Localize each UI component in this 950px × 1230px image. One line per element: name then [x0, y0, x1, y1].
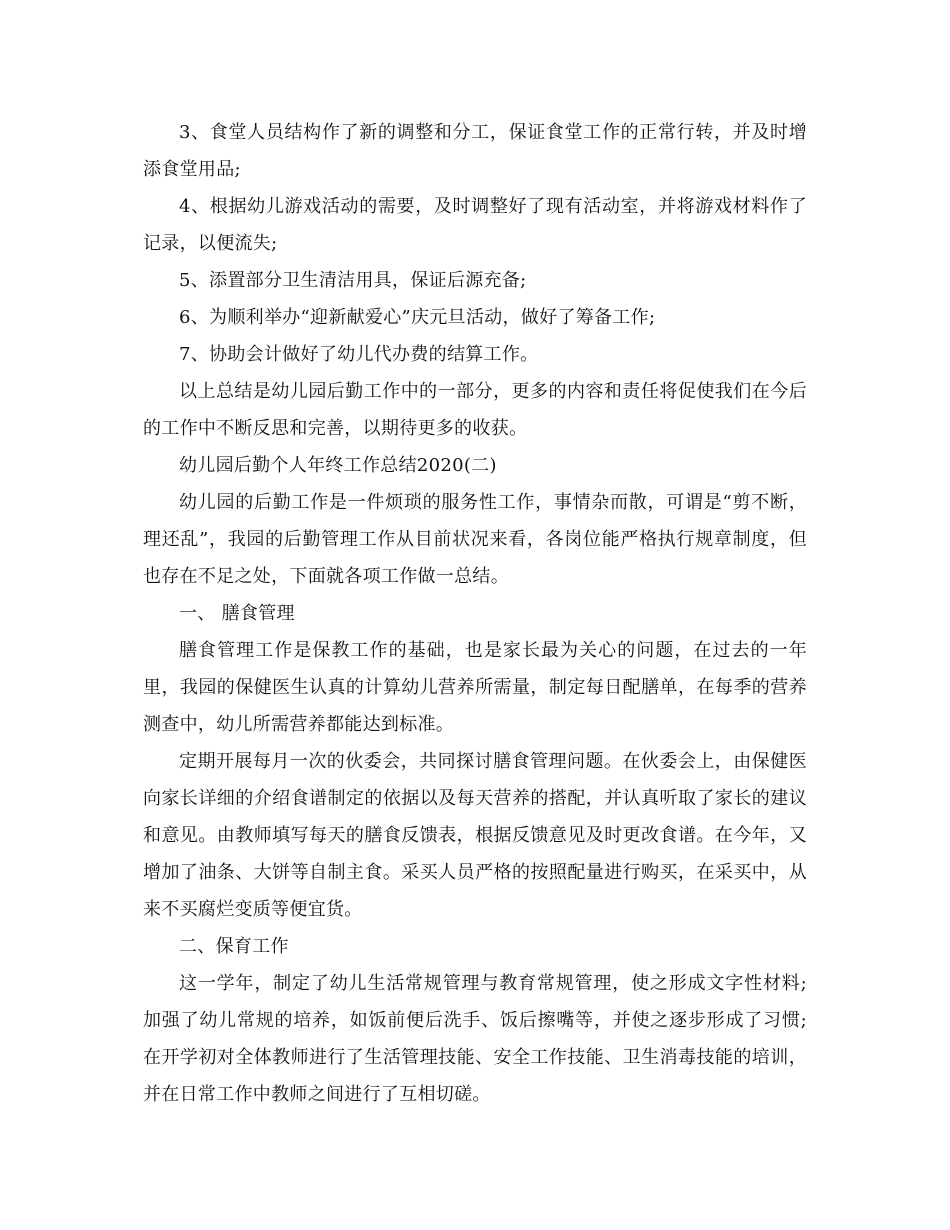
heading-meal-management: 一、 膳食管理 [179, 603, 295, 624]
paragraph-intro: 幼儿园的后勤工作是一件烦琐的服务性工作，事情杂而散，可谓是“剪不断，理还乱”，我园的后勤管理工作从目前状况来看，各岗位能严格执行规章制度，但也存在不足之处，下面就各项工作做一总结。 [143, 492, 807, 587]
paragraph-item-6: 6、为顺利举办“迎新献爱心”庆元旦活动，做好了筹备工作; [179, 307, 656, 328]
paragraph-item-5: 5、添置部分卫生清洁用具，保证后源充备; [179, 270, 527, 291]
paragraph-summary: 以上总结是幼儿园后勤工作中的一部分，更多的内容和责任将促使我们在今后的工作中不断反思和完善，以期待更多的收获。 [143, 381, 807, 439]
paragraph-meal-management: 膳食管理工作是保教工作的基础，也是家长最为关心的问题，在过去的一年里，我园的保健医生认真的计算幼儿营养所需量，制定每日配膳单，在每季的营养测查中，幼儿所需营养都能达到标准。 [143, 640, 807, 735]
heading-childcare: 二、保育工作 [179, 936, 289, 957]
paragraph-childcare: 这一学年，制定了幼儿生活常规管理与教育常规管理，使之形成文字性材料;加强了幼儿常规的培养，如饭前便后洗手、饭后擦嘴等，并使之逐步形成了习惯;在开学初对全体教师进行了生活管理技能、安全工作技能、卫生消毒技能的培训，并在日常工作中教师之间进行了互相切磋。 [143, 973, 807, 1105]
paragraph-committee: 定期开展每月一次的伙委会，共同探讨膳食管理问题。在伙委会上，由保健医向家长详细的介绍食谱制定的依据以及每天营养的搭配，并认真听取了家长的建议和意见。由教师填写每天的膳食反馈表，根据反馈意见及时更改食谱。在今年，又增加了油条、大饼等自制主食。采买人员严格的按照配量进行购买，在采买中，从来不买腐烂变质等便宜货。 [143, 751, 807, 920]
section-title: 幼儿园后勤个人年终工作总结2020(二) [179, 455, 497, 476]
paragraph-item-3: 3、食堂人员结构作了新的调整和分工，保证食堂工作的正常行转，并及时增添食堂用品; [143, 122, 807, 180]
document-body [143, 114, 807, 1113]
paragraph-item-4: 4、根据幼儿游戏活动的需要，及时调整好了现有活动室，并将游戏材料作了记录，以便流失; [143, 196, 807, 254]
paragraph-item-7: 7、协助会计做好了幼儿代办费的结算工作。 [179, 344, 539, 365]
